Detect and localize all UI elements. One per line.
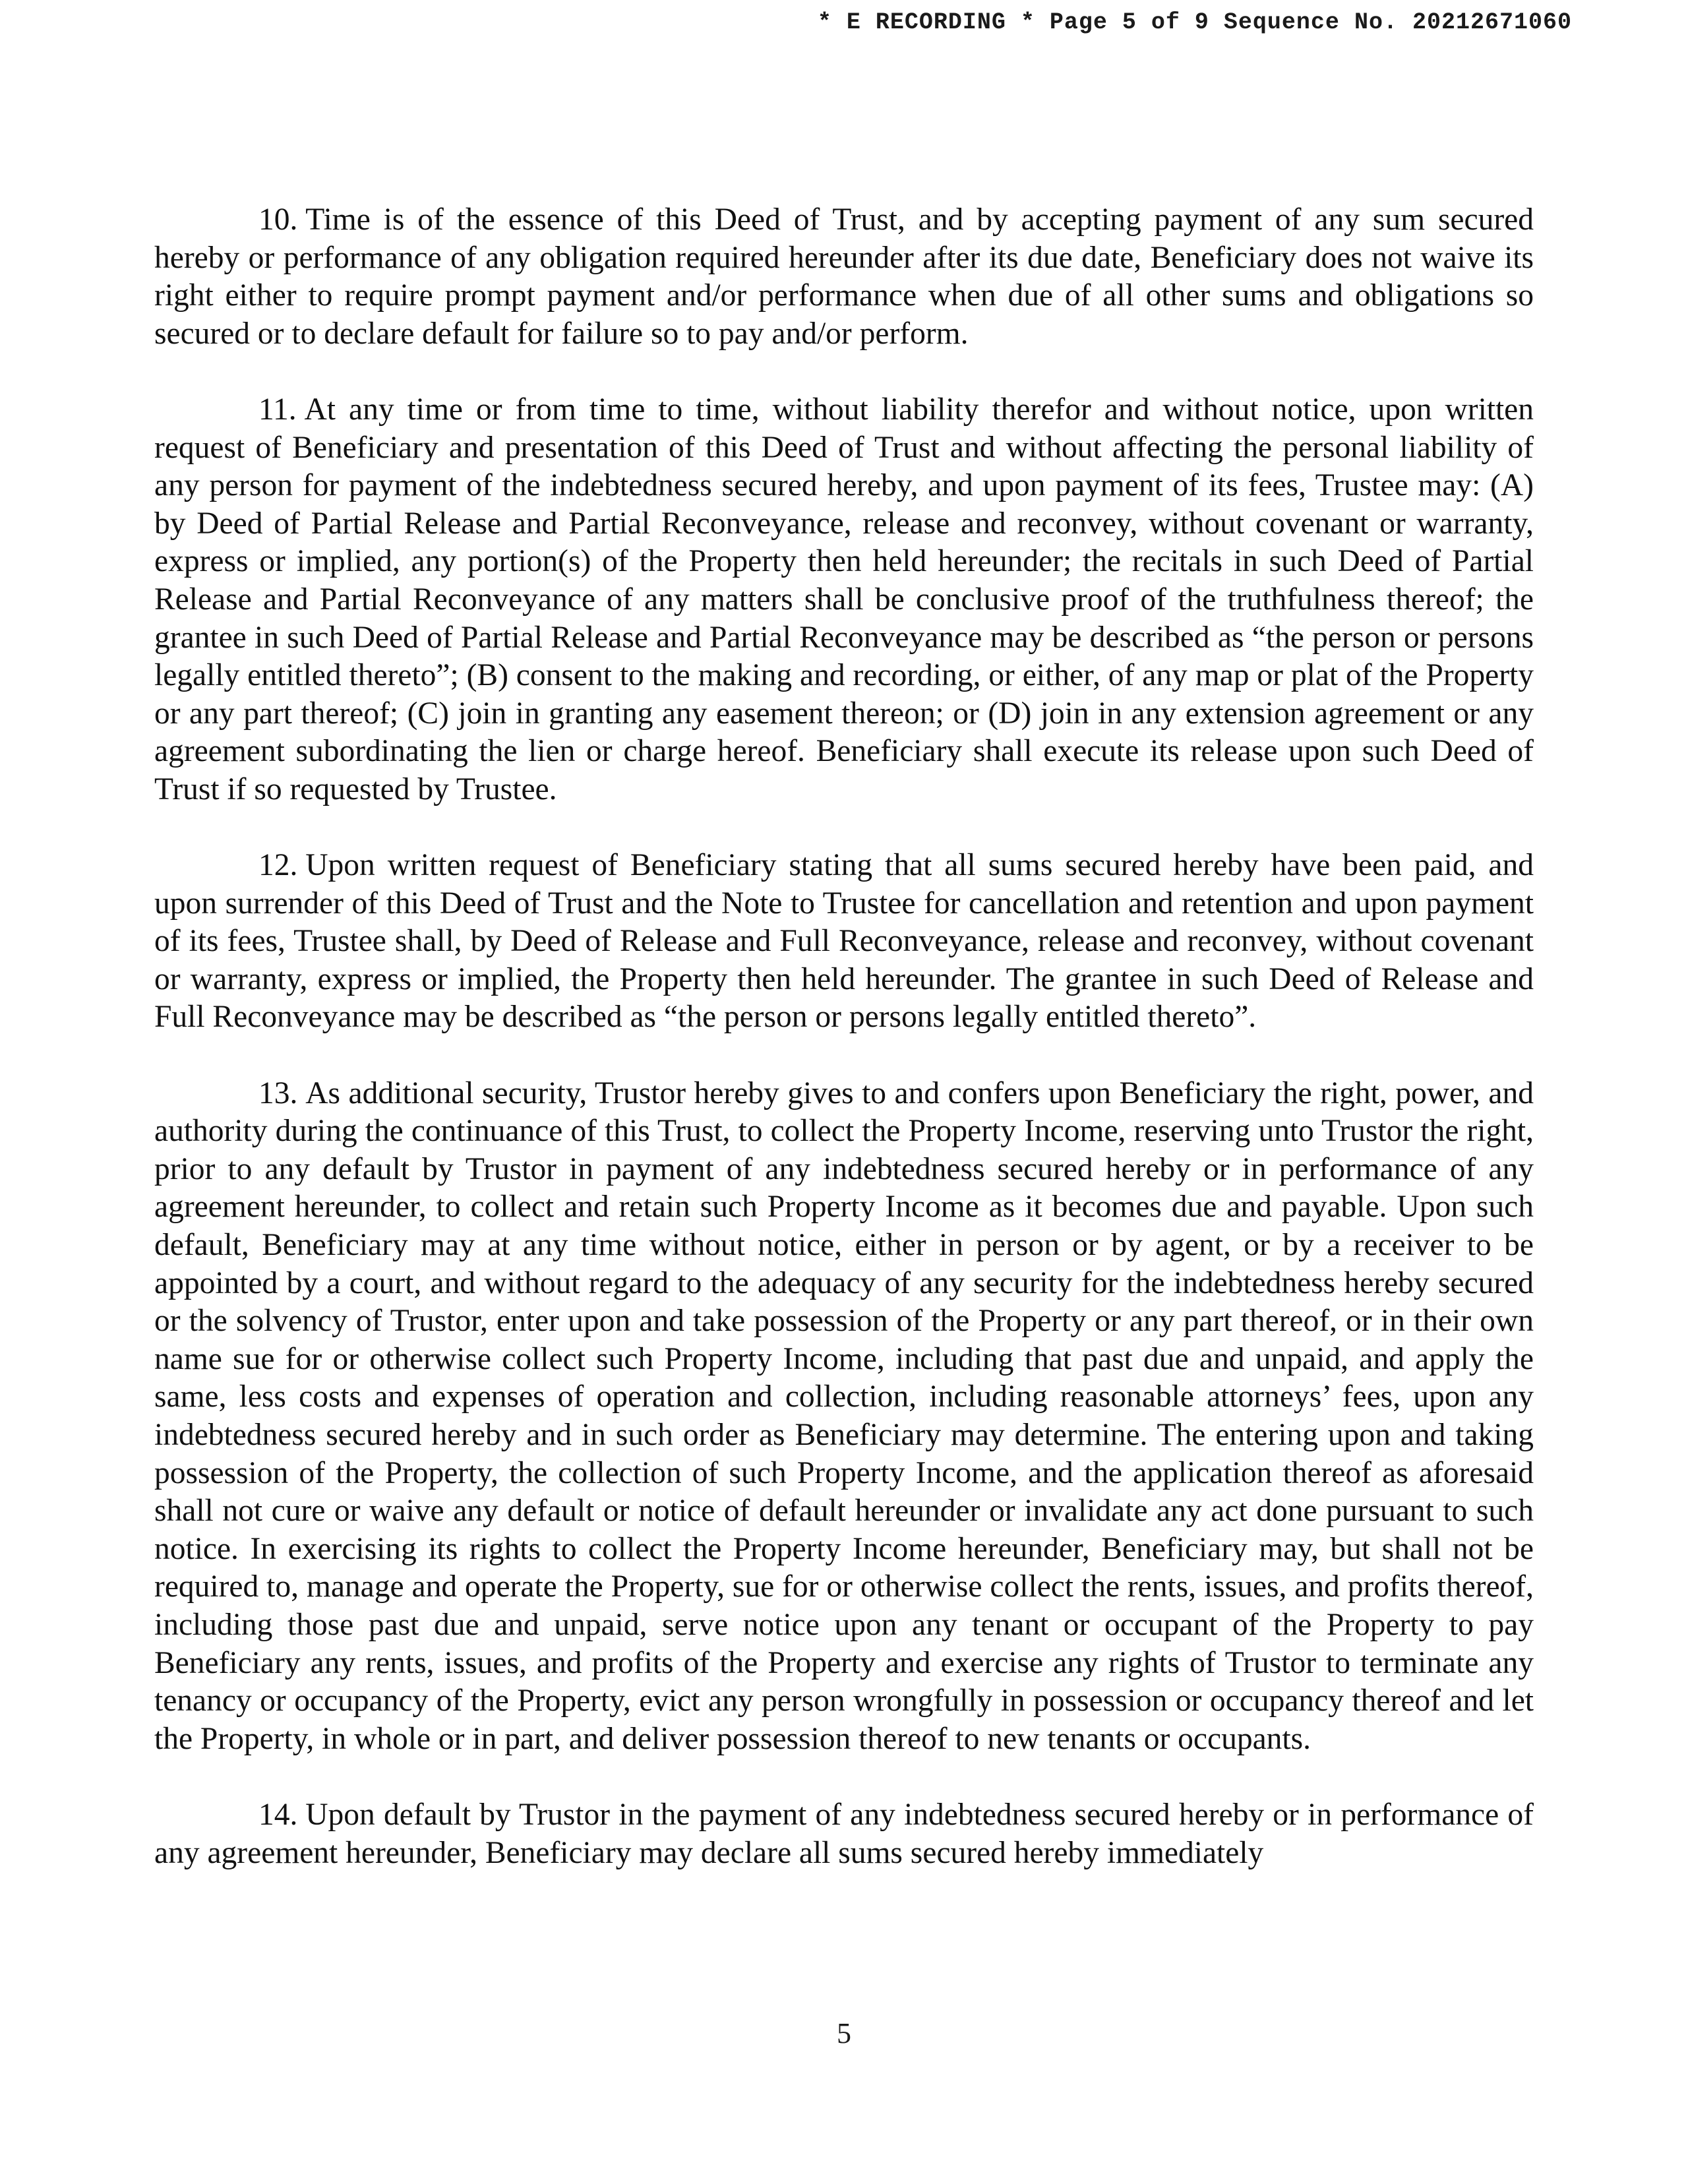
paragraph-11 bbox=[154, 391, 1534, 809]
page-number: 5 bbox=[837, 2017, 851, 2049]
paragraph-text: Upon default by Trustor in the payment of any indebtedness secured hereby or in performance of any agreement hereunder, Beneficiary may declare all sums secured hereby immediately bbox=[154, 1797, 1534, 1870]
paragraph-number: 14. bbox=[258, 1797, 298, 1832]
paragraph-text: Upon written request of Beneficiary stating that all sums secured hereby have been paid, and upon surrender of this Deed of Trust and the Note to Trustee for cancellation and retention and upon payment of its fees, Trustee shall, by Deed of Release and Full Reconveyance, release and reconvey, without covenant or warranty, express or implied, the Property then held hereunder. The grantee in such Deed of Release and Full Reconveyance may be described as “the person or persons legally entitled thereto”. bbox=[154, 848, 1534, 1035]
paragraph-number: 11. bbox=[258, 392, 297, 427]
paragraph-number: 10. bbox=[258, 202, 298, 237]
paragraph-number: 13. bbox=[258, 1076, 298, 1110]
paragraph-12 bbox=[154, 847, 1534, 1037]
paragraph-text: As additional security, Trustor hereby gives to and confers upon Beneficiary the right, power, and authority during the continuance of this Trust, to collect the Property Income, reserving unto Trustor the right, prior to any default by Trustor in payment of any indebtedness secured hereby or in performance of any agreement hereunder, to collect and retain such Property Income as it becomes due and payable. Upon such default, Beneficiary may at any time without notice, either in person or by agent, or by a receiver to be appointed by a court, and without regard to the adequacy of any security for the indebtedness hereby secured or the solvency of Trustor, enter upon and take possession of the Property or any part thereof, or in their own name sue for or otherwise collect such Property Income, including that past due and unpaid, and apply the same, less costs and expenses of operation and collection, including reasonable attorneys’ fees, upon any indebtedness secured hereby and in such order as Beneficiary may determine. The entering upon and taking possession of the Property, the collection of such Property Income, and the application thereof as aforesaid shall not cure or waive any default or notice of default hereunder or invalidate any act done pursuant to such notice. In exercising its rights to collect the Property Income hereunder, Beneficiary may, but shall not be required to, manage and operate the Property, sue for or otherwise collect the rents, issues, and profits thereof, including those past due and unpaid, serve notice upon any tenant or occupant of the Property to pay Beneficiary any rents, issues, and profits of the Property and exercise any rights of Trustor to terminate any tenancy or occupancy of the Property, evict any person wrongfully in possession or occupancy thereof and let the Property, in whole or in part, and deliver possession thereof to new tenants or occupants. bbox=[154, 1076, 1534, 1756]
recording-header: * E RECORDING * Page 5 of 9 Sequence No. 20212671060 bbox=[817, 9, 1572, 36]
paragraph-number: 12. bbox=[258, 848, 298, 883]
paragraph-14 bbox=[154, 1796, 1534, 1872]
document-body bbox=[154, 201, 1534, 1872]
paragraph-text: At any time or from time to time, without liability therefor and without notice, upon written request of Beneficiary and presentation of this Deed of Trust and without affecting the personal liability of any person for payment of the indebtedness secured hereby, and upon payment of its fees, Trustee may: (A) by Deed of Partial Release and Partial Reconveyance, release and reconvey, without covenant or warranty, express or implied, any portion(s) of the Property then held hereunder; the recitals in such Deed of Partial Release and Partial Reconveyance of any matters shall be conclusive proof of the truthfulness thereof; the grantee in such Deed of Partial Release and Partial Reconveyance may be described as “the person or persons legally entitled thereto”; (B) consent to the making and recording, or either, of any map or plat of the Property or any part thereof; (C) join in granting any easement thereon; or (D) join in any extension agreement or any agreement subordinating the lien or charge hereof. Beneficiary shall execute its release upon such Deed of Trust if so requested by Trustee. bbox=[154, 392, 1534, 806]
paragraph-13 bbox=[154, 1075, 1534, 1759]
paragraph-10 bbox=[154, 201, 1534, 353]
paragraph-text: Time is of the essence of this Deed of Trust, and by accepting payment of any sum secured hereby or performance of any obligation required hereunder after its due date, Beneficiary does not waive its right either to require prompt payment and/or performance when due of all other sums and obligations so secured or to declare default for failure so to pay and/or perform. bbox=[154, 202, 1534, 351]
